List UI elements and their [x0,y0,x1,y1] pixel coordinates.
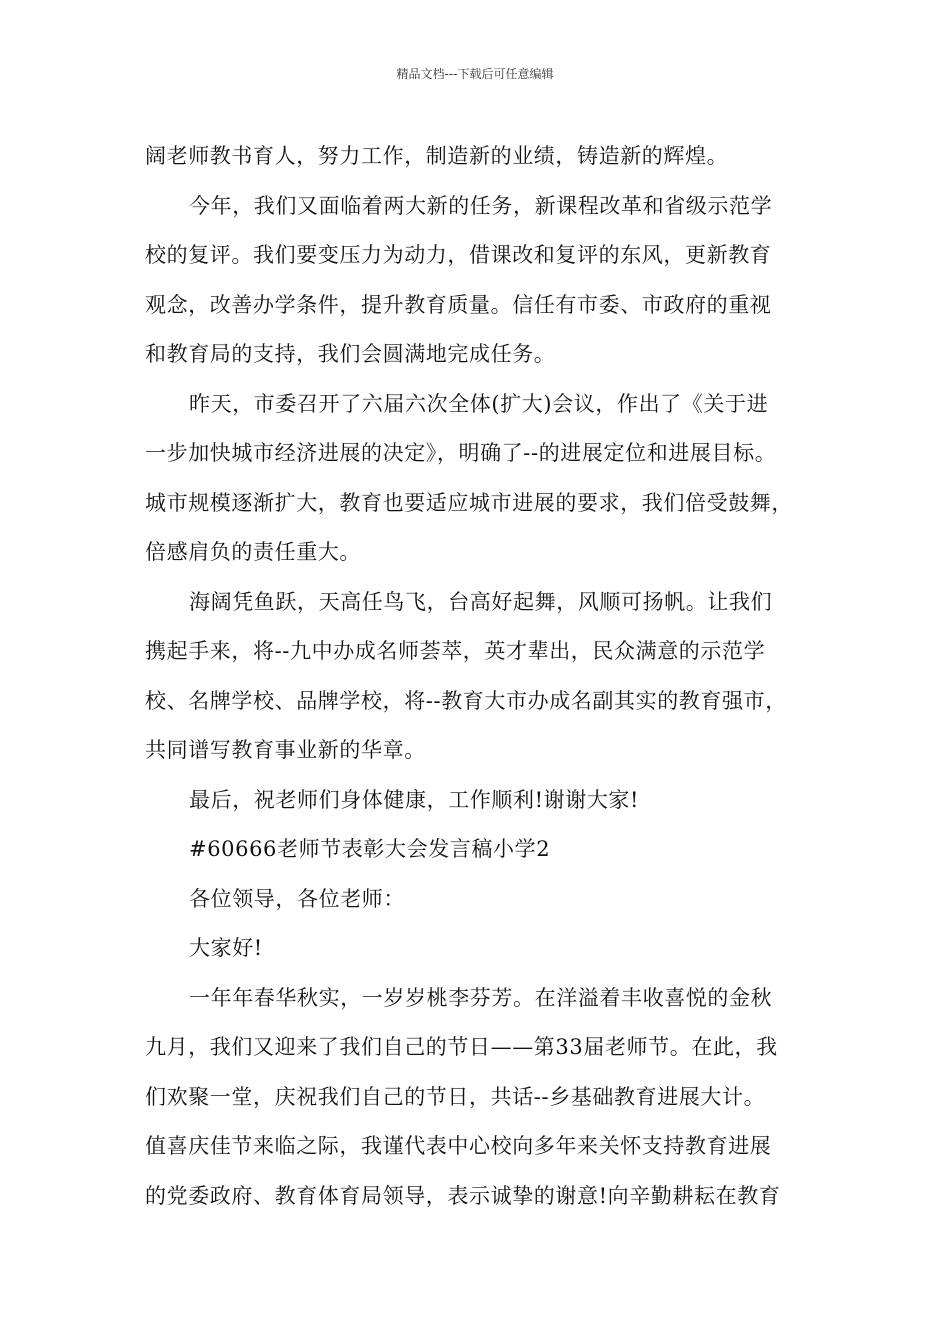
text-line: 昨天，市委召开了六届六次全体(扩大)会议，作出了《关于进 [189,391,769,416]
text-line: 阔老师教书育人，努力工作，制造新的业绩，铸造新的辉煌。 [145,144,729,168]
text-line: 和教育局的支持，我们会圆满地完成任务。 [145,342,556,366]
text-line: 海阔凭鱼跃，天高任鸟飞，台高好起舞，风顺可扬帆。让我们 [189,589,773,614]
text-line: 值喜庆佳节来临之际，我谨代表中心校向多年来关怀支持教育进展 [145,1134,772,1158]
text-line: 今年，我们又面临着两大新的任务，新课程改革和省级示范学 [189,193,773,218]
text-line: 各位领导，各位老师： [189,886,405,911]
text-line: 校的复评。我们要变压力为动力，借课改和复评的东风，更新教育 [145,243,772,267]
text-line: 一步加快城市经济进展的决定》，明确了--的进展定位和进展目标。 [145,441,777,465]
paragraph-5 [145,776,825,826]
salutation [145,875,825,925]
text-line: 的党委政府、教育体育局领导，表示诚挚的谢意!向辛勤耕耘在教育 [145,1183,781,1208]
text-line: 城市规模逐渐扩大，教育也要适应城市进展的要求，我们倍受鼓舞， [145,490,793,515]
text-line: 一年年春华秋实，一岁岁桃李芬芳。在洋溢着丰收喜悦的金秋 [189,985,773,1010]
paragraph-4 [145,578,825,776]
text-line: 最后，祝老师们身体健康，工作顺利!谢谢大家! [189,787,640,812]
text-line: 共同谱写教育事业新的华章。 [145,738,426,762]
paragraph-6 [145,974,825,1222]
paragraph-3 [145,380,825,578]
text-line: 大家好! [189,936,263,960]
text-line: #60666老师节表彰大会发言稿小学2 [189,837,551,861]
text-line: 携起手来，将--九中办成名师荟萃，英才辈出，民众满意的示范学 [145,639,766,663]
document-body [145,132,825,1221]
paragraph-1 [145,132,825,182]
text-line: 倍感肩负的责任重大。 [145,540,361,564]
text-line: 校、名牌学校、品牌学校，将--教育大市办成名副其实的教育强市， [145,688,787,713]
greeting [145,924,825,974]
text-line: 九月，我们又迎来了我们自己的节日——第33届老师节。在此，我 [145,1035,778,1059]
section-title [145,825,825,875]
text-line: 们欢聚一堂，庆祝我们自己的节日，共话--乡基础教育进展大计。 [145,1084,766,1109]
text-line: 观念，改善办学条件，提升教育质量。信任有市委、市政府的重视 [145,292,772,317]
page-header: 精品文档---下载后可任意编辑 [396,67,554,81]
paragraph-2 [145,182,825,380]
